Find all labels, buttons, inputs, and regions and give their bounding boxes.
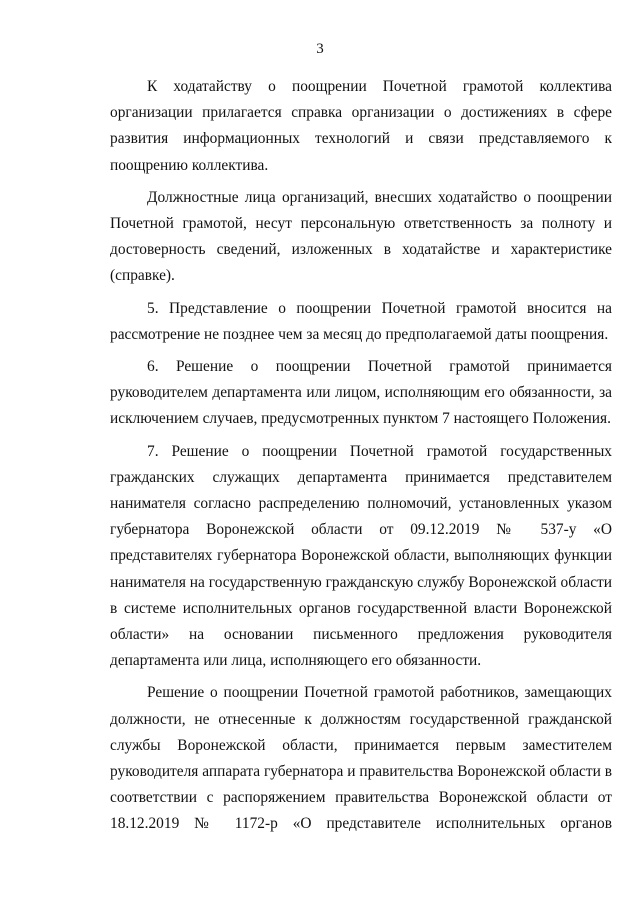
- text-line: достоверность сведений, изложенных в ходатайстве и характеристике: [110, 241, 612, 259]
- text-line: руководителя аппарата губернатора и правительства Воронежской области в: [110, 763, 612, 781]
- paragraph-employees-decision: [110, 680, 612, 837]
- text-line: службы Воронежской области, принимается первым заместителем: [110, 736, 612, 754]
- text-line: соответствии с распоряжением правительства Воронежской области от: [110, 789, 612, 807]
- text-line: исключением случаев, предусмотренных пунктом 7 настоящего Положения.: [110, 410, 611, 428]
- paragraph-responsibility: [110, 185, 612, 290]
- text-line: 6. Решение о поощрении Почетной грамотой принимается: [147, 358, 612, 376]
- text-line: поощрению коллектива.: [110, 156, 269, 174]
- page-number: 3: [316, 41, 324, 57]
- text-line: 5. Представление о поощрении Почетной грамотой вносится на: [147, 299, 612, 317]
- text-line: нанимателя согласно распределению полномочий, установленных указом: [110, 495, 612, 513]
- text-line: Решение о поощрении Почетной грамотой работников, замещающих: [147, 684, 612, 702]
- text-line: основании письменного предложения руководителя департамента или лица,: [110, 626, 613, 670]
- text-line: Должностные лица организаций, внесших ходатайство о поощрении: [147, 188, 612, 206]
- text-line: организации прилагается справка организации о достижениях в сфере: [110, 104, 612, 122]
- text-line: К ходатайству о поощрении Почетной грамотой коллектива: [147, 78, 612, 95]
- paragraph-item-5: [110, 296, 612, 348]
- text-line: должности, не отнесенные к должностям государственной гражданской: [110, 710, 612, 728]
- text-line: губернатора Воронежской области от 09.12.2019 № 537-у «О представителях: [110, 521, 612, 565]
- text-line: 7. Решение о поощрении Почетной грамотой государственных: [147, 442, 612, 460]
- text-line: гражданских служащих департамента принимается представителем: [110, 468, 612, 486]
- paragraph-attachment: [110, 74, 612, 179]
- text-line: исполнительных органов государственной власти Воронежской области» на: [110, 599, 612, 644]
- document-body: [110, 74, 612, 844]
- text-line: исполняющего его обязанности.: [270, 652, 482, 670]
- text-line: Почетной грамотой, несут персональную ответственность за полноту и: [110, 215, 612, 233]
- paragraph-item-7: [110, 439, 612, 675]
- text-line: (справке).: [110, 267, 175, 285]
- text-line: руководителем департамента или лицом, исполняющим его обязанности, за: [110, 384, 612, 402]
- text-line: губернатора Воронежской области, выполняющих функции нанимателя на: [110, 547, 612, 591]
- text-line: рассмотрение не позднее чем за месяц до предполагаемой даты поощрения.: [110, 325, 609, 343]
- paragraph-item-6: [110, 354, 612, 433]
- text-line: 18.12.2019 № 1172-р «О представителе исполнительных органов: [110, 815, 612, 833]
- text-line: развития информационных технологий и связи представляемого к: [110, 130, 612, 148]
- text-line: государственную гражданскую службу Воронежской области в системе: [110, 573, 612, 617]
